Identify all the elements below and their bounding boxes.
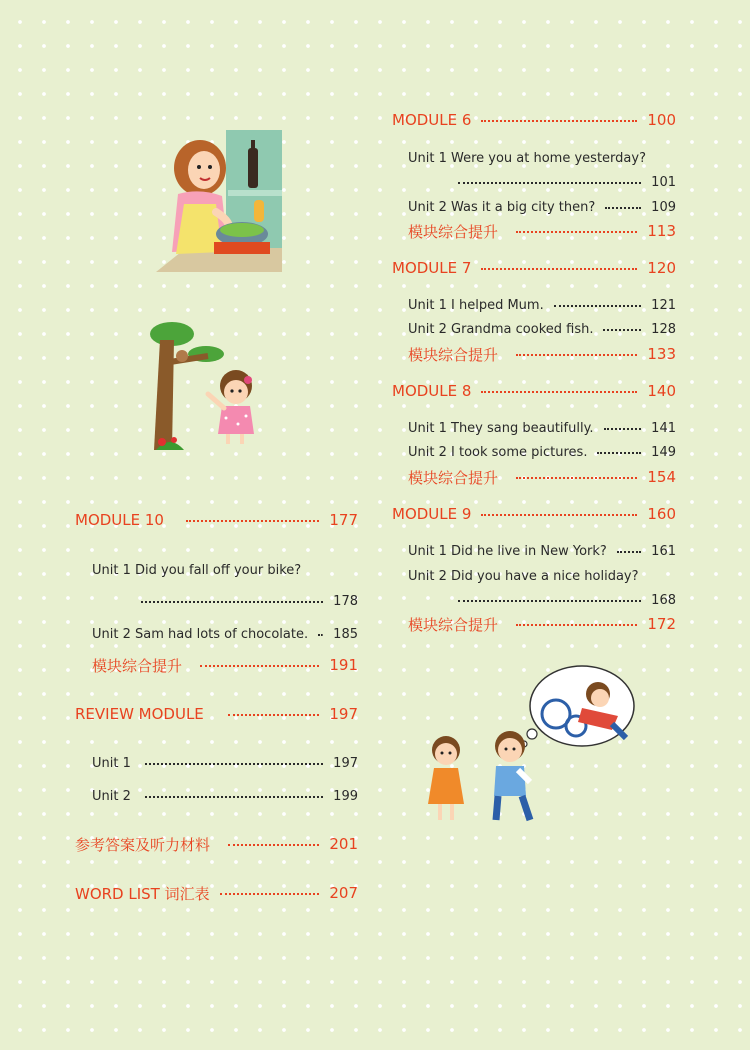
review-title: 模块综合提升: [408, 468, 499, 487]
toc-module-7[interactable]: [392, 257, 676, 279]
dot-leader: [318, 634, 323, 636]
dot-leader: [605, 207, 641, 209]
dot-leader: [481, 514, 637, 516]
module-title: MODULE 9: [392, 505, 472, 523]
page-number: 133: [647, 345, 676, 363]
dot-leader: [554, 305, 641, 307]
dot-leader: [220, 893, 320, 895]
dot-leader: [481, 268, 637, 270]
unit-title: Unit 1 They sang beautifully.: [408, 420, 594, 436]
boy-girl-bike-fall-illustration: [426, 664, 640, 830]
review-title: 模块综合提升: [92, 656, 183, 675]
toc-m9-unit-1[interactable]: [408, 540, 676, 562]
toc-review-module[interactable]: [75, 703, 358, 725]
unit-title: Unit 1 Were you at home yesterday?: [408, 150, 646, 166]
page-number: 191: [329, 656, 358, 674]
dot-leader: [603, 329, 641, 331]
toc-m9-unit-2[interactable]: [408, 565, 676, 587]
toc-m7-review[interactable]: [408, 343, 676, 365]
dot-leader: [145, 796, 323, 798]
dot-leader: [617, 551, 641, 553]
review-title: 模块综合提升: [408, 615, 499, 634]
page-number: 149: [651, 444, 676, 460]
toc-m8-unit-2[interactable]: [408, 441, 676, 463]
unit-title: Unit 2: [92, 788, 131, 804]
toc-m10-unit-2[interactable]: [92, 623, 358, 645]
toc-review-unit-1[interactable]: [92, 752, 358, 774]
dot-leader: [597, 452, 641, 454]
answers-title: 参考答案及听力材料: [75, 835, 211, 854]
dot-leader: [604, 428, 642, 430]
toc-m10-unit-1-page[interactable]: [141, 590, 358, 612]
dot-leader: [516, 624, 637, 626]
toc-m6-unit-1-page[interactable]: [458, 171, 676, 193]
toc-module-9[interactable]: [392, 503, 676, 525]
unit-title: Unit 1 Did you fall off your bike?: [92, 562, 302, 578]
page-number: 172: [647, 615, 676, 633]
unit-title: Unit 2 Was it a big city then?: [408, 199, 596, 215]
module-title: MODULE 6: [392, 111, 472, 129]
toc-review-unit-2[interactable]: [92, 785, 358, 807]
page-number: 160: [647, 505, 676, 523]
toc-m6-review[interactable]: [408, 220, 676, 242]
page-number: 154: [647, 468, 676, 486]
dot-leader: [145, 763, 323, 765]
review-title: 模块综合提升: [408, 345, 499, 364]
page-number: 178: [333, 593, 358, 609]
page-number: 100: [647, 111, 676, 129]
page-number: 128: [651, 321, 676, 337]
page-number: 161: [651, 543, 676, 559]
toc-module-6[interactable]: [392, 109, 676, 131]
page-number: 101: [651, 174, 676, 190]
dot-leader: [458, 600, 641, 602]
page-number: 201: [329, 835, 358, 853]
module-title: MODULE 10: [75, 511, 164, 529]
unit-title: Unit 2 Grandma cooked fish.: [408, 321, 594, 337]
toc-m7-unit-2[interactable]: [408, 318, 676, 340]
toc-m9-review[interactable]: [408, 613, 676, 635]
module-title: MODULE 8: [392, 382, 472, 400]
unit-title: Unit 1 I helped Mum.: [408, 297, 544, 313]
dot-leader: [458, 182, 641, 184]
dot-leader: [141, 601, 323, 603]
page-number: 109: [651, 199, 676, 215]
page-number: 185: [333, 626, 358, 642]
toc-module-10[interactable]: [75, 509, 358, 531]
toc-m8-unit-1[interactable]: [408, 417, 676, 439]
unit-title: Unit 2 Did you have a nice holiday?: [408, 568, 639, 584]
word-list-title: WORD LIST 词汇表: [75, 884, 210, 903]
page-number: 140: [647, 382, 676, 400]
page-number: 197: [329, 705, 358, 723]
unit-title: Unit 2 Sam had lots of chocolate.: [92, 626, 309, 642]
dot-leader: [481, 120, 637, 122]
page-number: 207: [329, 884, 358, 902]
dot-leader: [200, 665, 319, 667]
review-title: 模块综合提升: [408, 222, 499, 241]
dot-leader: [516, 354, 637, 356]
unit-title: Unit 1 Did he live in New York?: [408, 543, 607, 559]
page-number: 121: [651, 297, 676, 313]
toc-m9-unit-2-page[interactable]: [458, 589, 676, 611]
dot-leader: [481, 391, 637, 393]
dot-leader: [516, 477, 637, 479]
dot-leader: [228, 714, 320, 716]
toc-word-list[interactable]: [75, 882, 358, 904]
dot-leader: [516, 231, 637, 233]
mother-cooking-illustration: [156, 130, 282, 272]
page-number: 177: [329, 511, 358, 529]
toc-m7-unit-1[interactable]: [408, 294, 676, 316]
page-number: 199: [333, 788, 358, 804]
toc-module-8[interactable]: [392, 380, 676, 402]
toc-m8-review[interactable]: [408, 466, 676, 488]
page-number: 141: [651, 420, 676, 436]
page-number: 120: [647, 259, 676, 277]
toc-answers[interactable]: [75, 833, 358, 855]
page-number: 113: [647, 222, 676, 240]
toc-m10-unit-1[interactable]: [92, 559, 358, 581]
girl-tree-squirrel-illustration: [150, 322, 262, 452]
toc-m6-unit-1[interactable]: [408, 147, 676, 169]
dot-leader: [186, 520, 319, 522]
module-title: MODULE 7: [392, 259, 472, 277]
toc-m10-review[interactable]: [92, 654, 358, 676]
dot-leader: [228, 844, 319, 846]
unit-title: Unit 1: [92, 755, 131, 771]
toc-m6-unit-2[interactable]: [408, 196, 676, 218]
page-number: 168: [651, 592, 676, 608]
page-number: 197: [333, 755, 358, 771]
unit-title: Unit 2 I took some pictures.: [408, 444, 588, 460]
module-title: REVIEW MODULE: [75, 705, 204, 723]
